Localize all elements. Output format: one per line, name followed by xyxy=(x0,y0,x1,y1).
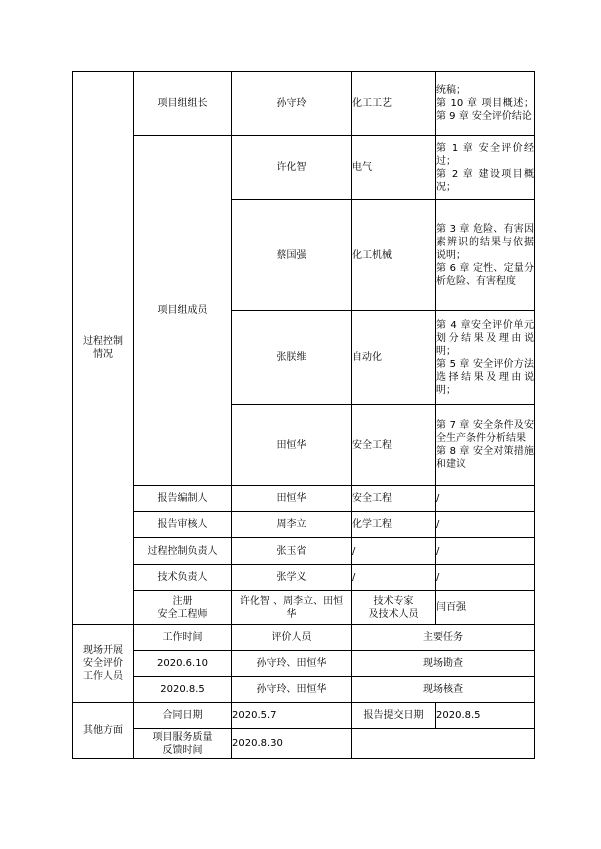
feedback-date: 2020.8.30 xyxy=(232,729,352,759)
onsite-staff: 孙守玲、田恒华 xyxy=(232,677,352,703)
onsite-staff: 孙守玲、田恒华 xyxy=(232,651,352,677)
member-task: 第 4 章安全评价单元划分结果及理由说明； 第 5 章 安全评价方法选择结果及理由说明； xyxy=(436,311,535,405)
contract-date-label: 合同日期 xyxy=(134,703,232,729)
role-task: / xyxy=(436,565,535,591)
role-row xyxy=(73,486,535,512)
role-row xyxy=(73,538,535,565)
engineer-row xyxy=(73,591,535,625)
process-section-label: 过程控制 情况 xyxy=(73,72,134,625)
leader-role: 项目组组长 xyxy=(134,72,232,136)
leader-specialty: 化工工艺 xyxy=(352,72,436,136)
role-label: 报告编制人 xyxy=(134,486,232,512)
role-row xyxy=(73,565,535,591)
engineer-names: 许化智 、周李立、田恒 华 xyxy=(232,591,352,625)
onsite-task: 现场核查 xyxy=(352,677,535,703)
expert-label: 技术专家 及技术人员 xyxy=(352,591,436,625)
other-section-label: 其他方面 xyxy=(73,703,134,759)
role-name: 田恒华 xyxy=(232,486,352,512)
member-name: 许化智 xyxy=(232,136,352,200)
report-date-label: 报告提交日期 xyxy=(352,703,436,729)
onsite-row xyxy=(73,677,535,703)
expert-name: 闫百强 xyxy=(436,591,535,625)
leader-row xyxy=(73,72,535,136)
role-specialty: / xyxy=(352,565,436,591)
onsite-task: 现场勘查 xyxy=(352,651,535,677)
role-label: 技术负责人 xyxy=(134,565,232,591)
role-specialty: 安全工程 xyxy=(352,486,436,512)
member-task: 第 3 章 危险、有害因素辨识的结果与依据说明； 第 6 章 定性、定量分析危险、有害程度 xyxy=(436,200,535,311)
dates-row xyxy=(73,703,535,729)
onsite-staff-header: 评价人员 xyxy=(232,625,352,651)
member-name: 田恒华 xyxy=(232,405,352,486)
member-task: 第 1 章 安全评价经过； 第 2 章 建设项目概况； xyxy=(436,136,535,200)
role-specialty: 化学工程 xyxy=(352,512,436,538)
feedback-label: 项目服务质量 反馈时间 xyxy=(134,729,232,759)
report-date: 2020.8.5 xyxy=(436,703,535,729)
role-task: / xyxy=(436,486,535,512)
leader-name: 孙守玲 xyxy=(232,72,352,136)
role-name: 张玉省 xyxy=(232,538,352,565)
role-task: / xyxy=(436,512,535,538)
role-label: 过程控制负责人 xyxy=(134,538,232,565)
engineer-role: 注册 安全工程师 xyxy=(134,591,232,625)
member-name: 蔡国强 xyxy=(232,200,352,311)
member-specialty: 自动化 xyxy=(352,311,436,405)
feedback-row xyxy=(73,729,535,759)
role-label: 报告审核人 xyxy=(134,512,232,538)
contract-date: 2020.5.7 xyxy=(232,703,352,729)
members-role: 项目组成员 xyxy=(134,136,232,486)
onsite-time: 2020.8.5 xyxy=(134,677,232,703)
member-specialty: 安全工程 xyxy=(352,405,436,486)
member-name: 张朕维 xyxy=(232,311,352,405)
role-name: 张学义 xyxy=(232,565,352,591)
role-task: / xyxy=(436,538,535,565)
member-row xyxy=(73,136,535,200)
member-specialty: 电气 xyxy=(352,136,436,200)
onsite-header-row xyxy=(73,625,535,651)
onsite-row xyxy=(73,651,535,677)
onsite-task-header: 主要任务 xyxy=(352,625,535,651)
leader-task: 统稿； 第 10 章 项目概述；第 9 章 安全评价结论 xyxy=(436,72,535,136)
onsite-time-header: 工作时间 xyxy=(134,625,232,651)
feedback-empty-cell xyxy=(352,729,535,759)
member-specialty: 化工机械 xyxy=(352,200,436,311)
role-name: 周李立 xyxy=(232,512,352,538)
role-specialty: / xyxy=(352,538,436,565)
onsite-section-label: 现场开展 安全评价 工作人员 xyxy=(73,625,134,703)
role-row xyxy=(73,512,535,538)
evaluation-process-table xyxy=(72,71,535,759)
onsite-time: 2020.6.10 xyxy=(134,651,232,677)
member-task: 第 7 章 安全条件及安全生产条件分析结果 第 8 章 安全对策措施和建议 xyxy=(436,405,535,486)
